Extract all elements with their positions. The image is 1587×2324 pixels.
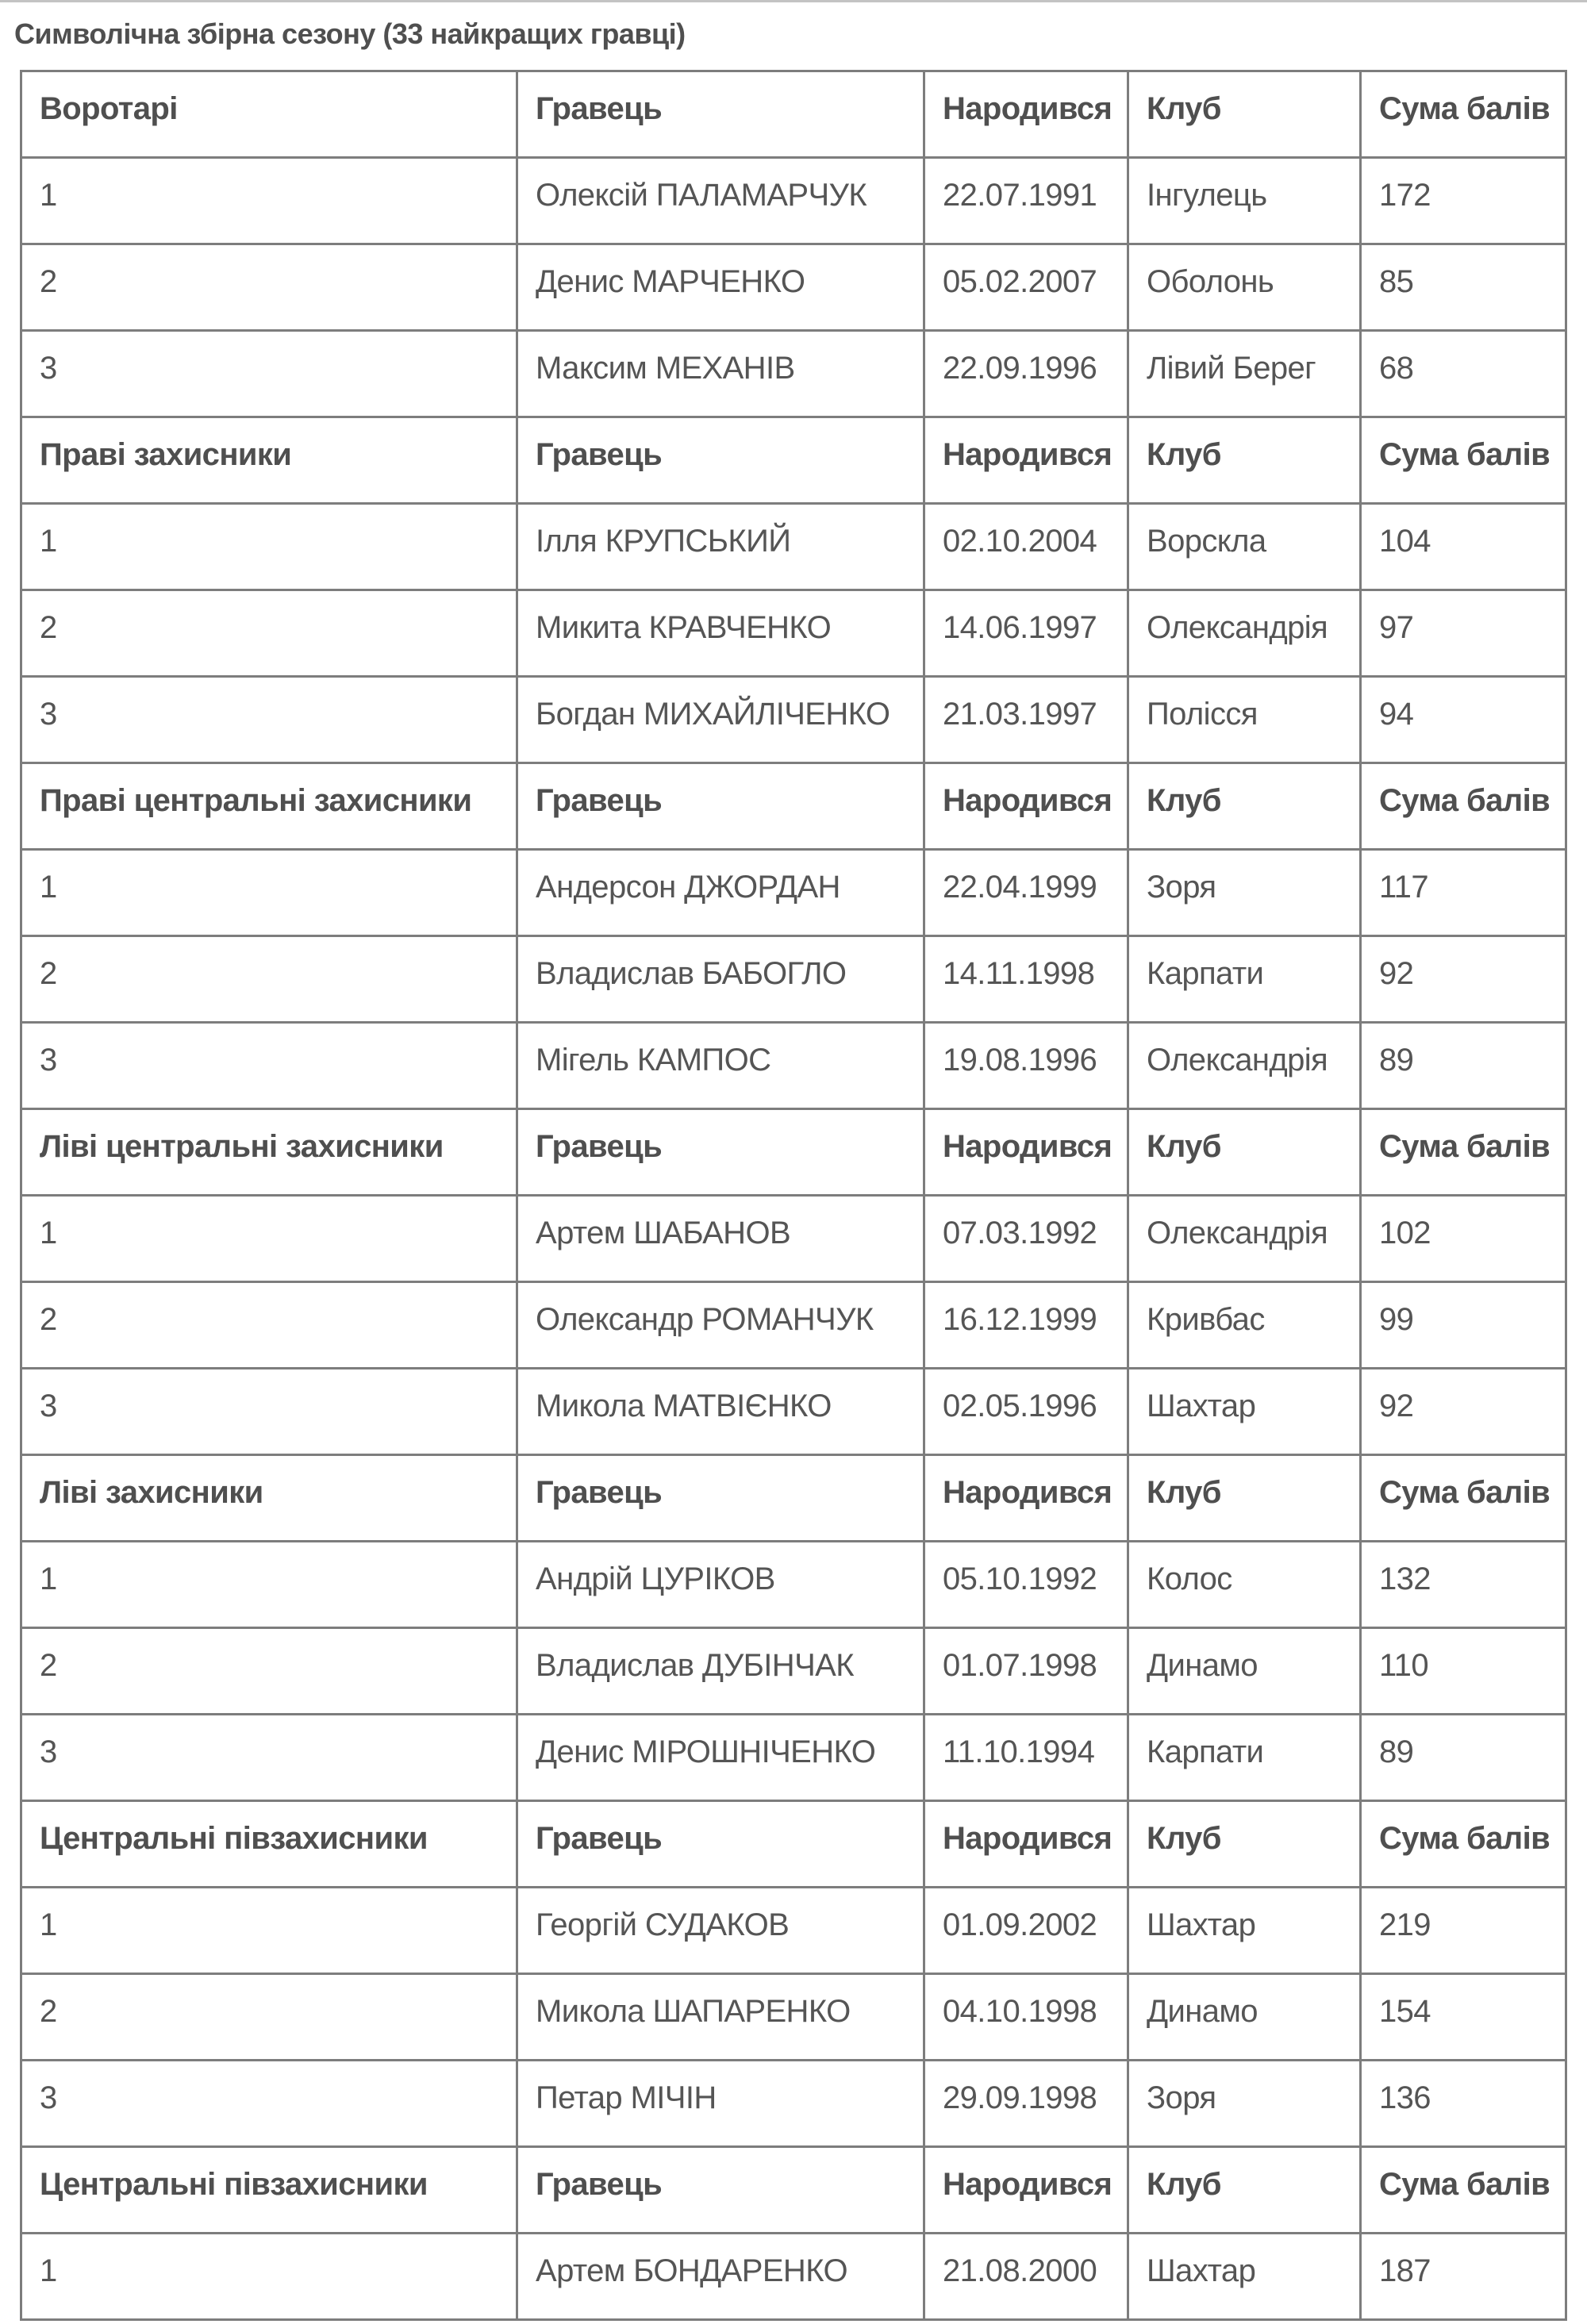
- section-header-row: [21, 417, 1566, 504]
- player-name-cell: Владислав БАБОГЛО: [517, 936, 924, 1023]
- club-cell: Зоря: [1128, 2061, 1361, 2147]
- points-cell: 97: [1361, 590, 1566, 677]
- club-cell: Шахтар: [1128, 1888, 1361, 1974]
- section-header-row: [21, 2147, 1566, 2234]
- points-cell: 219: [1361, 1888, 1566, 1974]
- position-header-cell: Праві захисники: [21, 417, 517, 504]
- player-row: [21, 1888, 1566, 1974]
- rank-cell: 2: [21, 936, 517, 1023]
- points-cell: 92: [1361, 936, 1566, 1023]
- birthdate-cell: 11.10.1994: [924, 1715, 1128, 1801]
- club-cell: Інгулець: [1128, 158, 1361, 244]
- position-header-cell: Ліві захисники: [21, 1455, 517, 1542]
- rank-cell: 3: [21, 2061, 517, 2147]
- player-row: [21, 850, 1566, 936]
- column-header-cell-1: Народився: [924, 417, 1128, 504]
- club-cell: Колос: [1128, 1542, 1361, 1628]
- points-cell: 85: [1361, 244, 1566, 331]
- points-cell: 136: [1361, 2061, 1566, 2147]
- player-name-cell: Олексій ПАЛАМАРЧУК: [517, 158, 924, 244]
- player-row: [21, 1369, 1566, 1455]
- rank-cell: 1: [21, 1196, 517, 1282]
- player-row: [21, 2061, 1566, 2147]
- points-cell: 187: [1361, 2234, 1566, 2320]
- player-name-cell: Максим МЕХАНІВ: [517, 331, 924, 417]
- club-cell: Олександрія: [1128, 1196, 1361, 1282]
- player-row: [21, 504, 1566, 590]
- club-cell: Оболонь: [1128, 244, 1361, 331]
- birthdate-cell: 14.11.1998: [924, 936, 1128, 1023]
- birthdate-cell: 16.12.1999: [924, 1282, 1128, 1369]
- column-header-cell-1: Народився: [924, 71, 1128, 158]
- section-header-row: [21, 1801, 1566, 1888]
- player-name-cell: Мігель КАМПОС: [517, 1023, 924, 1109]
- column-header-cell-2: Клуб: [1128, 417, 1361, 504]
- player-row: [21, 1196, 1566, 1282]
- position-header-cell: Воротарі: [21, 71, 517, 158]
- rank-cell: 3: [21, 1369, 517, 1455]
- birthdate-cell: 02.05.1996: [924, 1369, 1128, 1455]
- player-name-cell: Владислав ДУБІНЧАК: [517, 1628, 924, 1715]
- points-cell: 89: [1361, 1023, 1566, 1109]
- rank-cell: 3: [21, 677, 517, 763]
- points-cell: 92: [1361, 1369, 1566, 1455]
- column-header-cell-3: Сума балів: [1361, 1109, 1566, 1196]
- player-row: [21, 1974, 1566, 2061]
- player-row: [21, 158, 1566, 244]
- points-cell: 68: [1361, 331, 1566, 417]
- club-cell: Шахтар: [1128, 2234, 1361, 2320]
- birthdate-cell: 05.10.1992: [924, 1542, 1128, 1628]
- column-header-cell-0: Гравець: [517, 71, 924, 158]
- rank-cell: 3: [21, 1023, 517, 1109]
- rank-cell: 2: [21, 1628, 517, 1715]
- position-header-cell: Праві центральні захисники: [21, 763, 517, 850]
- rank-cell: 1: [21, 158, 517, 244]
- position-header-cell: Ліві центральні захисники: [21, 1109, 517, 1196]
- points-cell: 172: [1361, 158, 1566, 244]
- column-header-cell-2: Клуб: [1128, 71, 1361, 158]
- section-header-row: [21, 763, 1566, 850]
- points-cell: 104: [1361, 504, 1566, 590]
- column-header-cell-2: Клуб: [1128, 2147, 1361, 2234]
- player-name-cell: Ілля КРУПСЬКИЙ: [517, 504, 924, 590]
- column-header-cell-3: Сума балів: [1361, 2147, 1566, 2234]
- birthdate-cell: 29.09.1998: [924, 2061, 1128, 2147]
- rank-cell: 1: [21, 1888, 517, 1974]
- birthdate-cell: 14.06.1997: [924, 590, 1128, 677]
- player-name-cell: Денис МАРЧЕНКО: [517, 244, 924, 331]
- column-header-cell-3: Сума балів: [1361, 71, 1566, 158]
- birthdate-cell: 22.07.1991: [924, 158, 1128, 244]
- rank-cell: 2: [21, 1974, 517, 2061]
- column-header-cell-2: Клуб: [1128, 1801, 1361, 1888]
- player-name-cell: Микита КРАВЧЕНКО: [517, 590, 924, 677]
- rank-cell: 3: [21, 331, 517, 417]
- points-cell: 132: [1361, 1542, 1566, 1628]
- column-header-cell-0: Гравець: [517, 1801, 924, 1888]
- birthdate-cell: 22.09.1996: [924, 331, 1128, 417]
- club-cell: Лівий Берег: [1128, 331, 1361, 417]
- column-header-cell-1: Народився: [924, 763, 1128, 850]
- birthdate-cell: 05.02.2007: [924, 244, 1128, 331]
- section-header-row: [21, 71, 1566, 158]
- player-name-cell: Денис МІРОШНІЧЕНКО: [517, 1715, 924, 1801]
- points-cell: 117: [1361, 850, 1566, 936]
- column-header-cell-3: Сума балів: [1361, 1801, 1566, 1888]
- column-header-cell-1: Народився: [924, 1801, 1128, 1888]
- club-cell: Карпати: [1128, 936, 1361, 1023]
- player-name-cell: Георгій СУДАКОВ: [517, 1888, 924, 1974]
- player-name-cell: Петар МІЧІН: [517, 2061, 924, 2147]
- column-header-cell-3: Сума балів: [1361, 1455, 1566, 1542]
- rank-cell: 1: [21, 1542, 517, 1628]
- birthdate-cell: 02.10.2004: [924, 504, 1128, 590]
- birthdate-cell: 04.10.1998: [924, 1974, 1128, 2061]
- player-name-cell: Олександр РОМАНЧУК: [517, 1282, 924, 1369]
- rank-cell: 2: [21, 590, 517, 677]
- points-cell: 99: [1361, 1282, 1566, 1369]
- player-row: [21, 1282, 1566, 1369]
- rank-cell: 1: [21, 850, 517, 936]
- column-header-cell-2: Клуб: [1128, 1109, 1361, 1196]
- position-header-cell: Центральні півзахисники: [21, 2147, 517, 2234]
- player-name-cell: Микола МАТВІЄНКО: [517, 1369, 924, 1455]
- birthdate-cell: 19.08.1996: [924, 1023, 1128, 1109]
- column-header-cell-2: Клуб: [1128, 1455, 1361, 1542]
- player-row: [21, 244, 1566, 331]
- column-header-cell-1: Народився: [924, 2147, 1128, 2234]
- column-header-cell-1: Народився: [924, 1455, 1128, 1542]
- points-cell: 110: [1361, 1628, 1566, 1715]
- player-row: [21, 1023, 1566, 1109]
- player-row: [21, 936, 1566, 1023]
- player-row: [21, 1542, 1566, 1628]
- rank-cell: 2: [21, 244, 517, 331]
- rank-cell: 1: [21, 2234, 517, 2320]
- birthdate-cell: 21.03.1997: [924, 677, 1128, 763]
- section-header-row: [21, 1455, 1566, 1542]
- player-row: [21, 1715, 1566, 1801]
- player-row: [21, 331, 1566, 417]
- position-header-cell: Центральні півзахисники: [21, 1801, 517, 1888]
- player-name-cell: Андрій ЦУРІКОВ: [517, 1542, 924, 1628]
- player-name-cell: Микола ШАПАРЕНКО: [517, 1974, 924, 2061]
- club-cell: Шахтар: [1128, 1369, 1361, 1455]
- rank-cell: 2: [21, 1282, 517, 1369]
- birthdate-cell: 22.04.1999: [924, 850, 1128, 936]
- birthdate-cell: 01.09.2002: [924, 1888, 1128, 1974]
- points-cell: 154: [1361, 1974, 1566, 2061]
- birthdate-cell: 21.08.2000: [924, 2234, 1128, 2320]
- club-cell: Карпати: [1128, 1715, 1361, 1801]
- player-name-cell: Андерсон ДЖОРДАН: [517, 850, 924, 936]
- player-row: [21, 2234, 1566, 2320]
- player-row: [21, 677, 1566, 763]
- column-header-cell-0: Гравець: [517, 1109, 924, 1196]
- page-title: Символічна збірна сезону (33 найкращих гравці): [14, 17, 686, 50]
- section-header-row: [21, 1109, 1566, 1196]
- club-cell: Олександрія: [1128, 590, 1361, 677]
- points-cell: 89: [1361, 1715, 1566, 1801]
- column-header-cell-0: Гравець: [517, 1455, 924, 1542]
- column-header-cell-0: Гравець: [517, 763, 924, 850]
- player-name-cell: Богдан МИХАЙЛІЧЕНКО: [517, 677, 924, 763]
- player-row: [21, 590, 1566, 677]
- top-divider: [0, 0, 1587, 2]
- birthdate-cell: 07.03.1992: [924, 1196, 1128, 1282]
- rank-cell: 3: [21, 1715, 517, 1801]
- player-row: [21, 1628, 1566, 1715]
- club-cell: Динамо: [1128, 1628, 1361, 1715]
- column-header-cell-2: Клуб: [1128, 763, 1361, 850]
- club-cell: Полісся: [1128, 677, 1361, 763]
- points-cell: 94: [1361, 677, 1566, 763]
- player-name-cell: Артем ШАБАНОВ: [517, 1196, 924, 1282]
- column-header-cell-1: Народився: [924, 1109, 1128, 1196]
- points-cell: 102: [1361, 1196, 1566, 1282]
- club-cell: Олександрія: [1128, 1023, 1361, 1109]
- club-cell: Ворскла: [1128, 504, 1361, 590]
- club-cell: Зоря: [1128, 850, 1361, 936]
- club-cell: Динамо: [1128, 1974, 1361, 2061]
- column-header-cell-0: Гравець: [517, 417, 924, 504]
- club-cell: Кривбас: [1128, 1282, 1361, 1369]
- players-table: [20, 70, 1567, 2321]
- birthdate-cell: 01.07.1998: [924, 1628, 1128, 1715]
- column-header-cell-3: Сума балів: [1361, 763, 1566, 850]
- column-header-cell-3: Сума балів: [1361, 417, 1566, 504]
- player-name-cell: Артем БОНДАРЕНКО: [517, 2234, 924, 2320]
- column-header-cell-0: Гравець: [517, 2147, 924, 2234]
- rank-cell: 1: [21, 504, 517, 590]
